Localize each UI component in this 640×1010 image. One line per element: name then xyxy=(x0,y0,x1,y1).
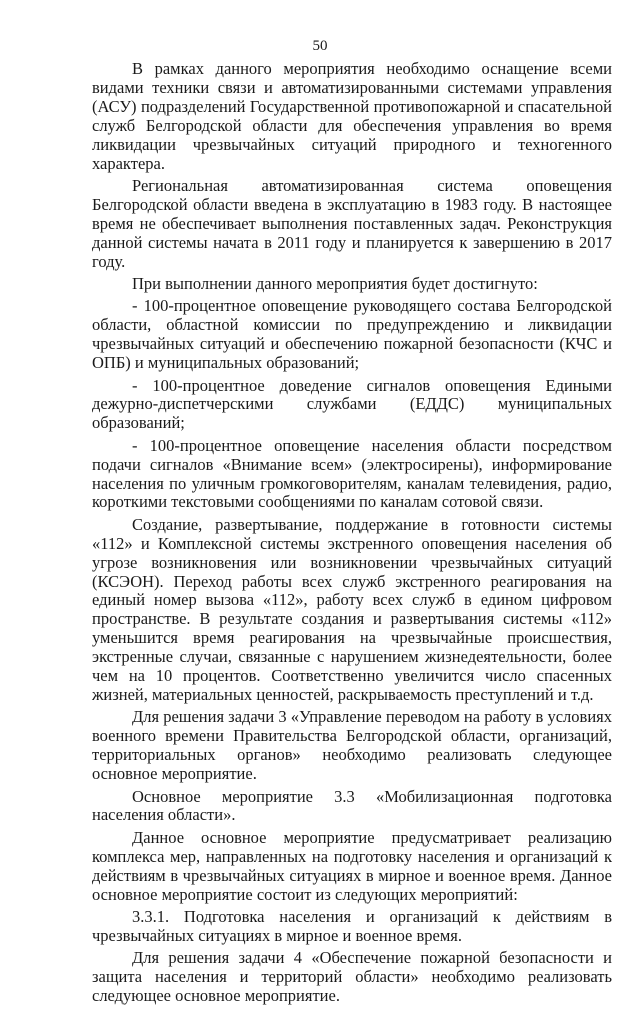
list-item: - 100-процентное оповещение руководящего состава Белгородской области, областной комиссии по предупреждению и ликвидации чрезвычайных ситуаций и обеспечению пожарной безопасности (КЧС и ОПБ) и муниципальных образований; xyxy=(92,296,612,373)
paragraph: В рамках данного мероприятия необходимо оснащение всеми видами техники связи и автоматизированными системами управления (АСУ) подразделений Государственной противопожарной и спасательной служб Белгородской области для обеспечения управления во время ликвидации чрезвычайных ситуаций природного и техногенного характера. xyxy=(92,59,612,173)
paragraph: 3.3.1. Подготовка населения и организаций к действиям в чрезвычайных ситуациях в мирное и военное время. xyxy=(92,906,612,945)
paragraph: При выполнении данного мероприятия будет достигнуто: xyxy=(132,273,538,293)
paragraph: Для решения задачи 3 «Управление переводом на работу в условиях военного времени Правительства Белгородской области, организаций, территориальных органов» необходимо реализовать следующее основное мероприятие. xyxy=(92,707,612,784)
body-text xyxy=(92,60,612,1010)
paragraph: Региональная автоматизированная система оповещения Белгородской области введена в эксплуатацию в 1983 году. В настоящее время не обеспечивает выполнения поставленных задач. Реконструкция данной системы начата в 2011 году и планируется к завершению в 2017 году. xyxy=(92,175,612,271)
paragraph: Данное основное мероприятие предусматривает реализацию комплекса мер, направленных на подготовку населения и организаций к действиям в чрезвычайных ситуациях в мирное и военное время. Данное основное мероприятие состоит из следующих мероприятий: xyxy=(92,827,612,904)
page-number: 50 xyxy=(312,38,328,54)
paragraph: Создание, развертывание, поддержание в готовности системы «112» и Комплексной системы экстренного оповещения населения об угрозе возникновения или возникновении чрезвычайных ситуаций (КСЭОН). Переход работы всех служб экстренного реагирования на единый номер вызова «112», работу всех служб в едином цифровом пространстве. В результате создания и развертывания системы «112» уменьшится время реагирования на чрезвычайные происшествия, экстренные случаи, связанные с нарушением жизнедеятельности, более чем на 10 процентов. Соответственно увеличится число спасенных жизней, материальных ценностей, раскрываемость преступлений и т.д. xyxy=(92,514,612,704)
list-item: - 100-процентное доведение сигналов оповещения Едиными дежурно-диспетчерскими службами (ЕДДС) муниципальных образований; xyxy=(92,375,612,433)
list-item: - 100-процентное оповещение населения области посредством подачи сигналов «Внимание всем» (электросирены), информирование населения по уличным громкоговорителям, каналам телевидения, радио, короткими текстовыми сообщениями по каналам сотовой связи. xyxy=(92,435,612,512)
paragraph: Для решения задачи 4 «Обеспечение пожарной безопасности и защита населения и территорий области» необходимо реализовать следующее основное мероприятие. xyxy=(92,948,612,1006)
paragraph: Основное мероприятие 3.3 «Мобилизационная подготовка населения области». xyxy=(92,786,612,825)
